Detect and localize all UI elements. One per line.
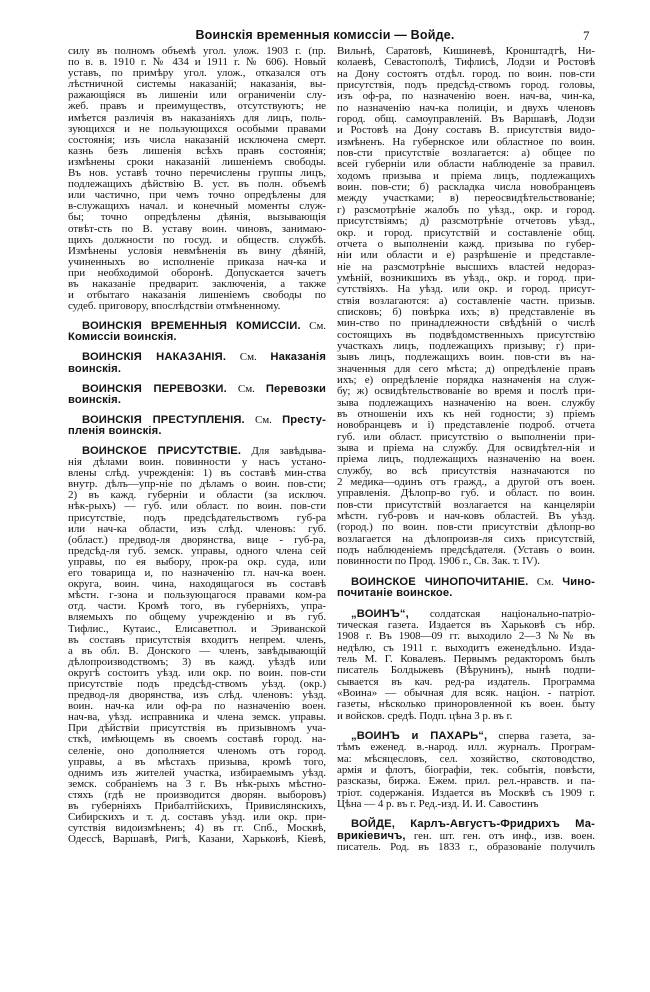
text-line: тическая газета. Издается въ Харьковѣ съ нбр. [337, 618, 595, 631]
entry-headword: Престу- [282, 413, 326, 426]
text-line: предвод-ля дворянства, изъ слѣд. членовъ: уѣзд. [68, 689, 326, 702]
text-line: списковъ; б) повѣрка ихъ; в) представленіе въ [337, 305, 595, 318]
entry-text: Для завѣдыва- [241, 445, 326, 457]
entry-text: солдатская національно-патріо- [408, 607, 595, 620]
text-line: силу въ полномъ объемѣ угол. улож. 1903 г. (пр. [68, 45, 326, 57]
text-line: присутствіе, подъ предсѣдательствомъ губ-ра [68, 511, 326, 524]
text-line: нѣк-рыхъ) — губ. или област. по воин. пов-сти [68, 500, 326, 513]
text-line: по назначенію нач-ка полиціи, и двухъ членовъ [337, 101, 595, 114]
text-line: 1908 г. Въ 1908—09 гг. выходило 2—3 №№ въ [337, 630, 595, 643]
text-line: и войсков. средѣ. Подп. цѣна 3 р. въ г. [337, 709, 513, 722]
text-line: тѣмъ еженед. в.-народ. илл. журналъ. Програм- [337, 741, 595, 754]
text-line: имѣется различія въ наказаніяхъ для лицъ, поль- [68, 111, 326, 124]
text-line: газеты, нѣсколько приноровленной къ воен. быту [337, 698, 595, 711]
text-line: тріот. содержанія. Издается въ Москвѣ съ 1909 г. [337, 786, 595, 799]
entry-headword: ВОИНСКІЯ ПЕРЕВОЗКИ. [82, 382, 227, 395]
text-line: бу; ж) освидѣтельствованіе во время и послѣ при- [337, 385, 595, 398]
text-line: земск. собраніемъ на 3 г. Въ нѣк-рыхъ мѣстно- [68, 777, 326, 790]
text-line: значенныя для сего мѣста; д) опредѣленіе правъ [337, 362, 595, 375]
text-line: стяхъ (гдѣ не производится дворян. выборовъ) [68, 788, 326, 801]
text-line: Сибирскихъ и т. д. составъ уѣзд. или окр. при- [68, 811, 326, 824]
text-line: колаевѣ, Севастополѣ, Тифлисѣ, Лодзи и Ростовѣ [337, 56, 595, 69]
text-line: при необходимой оборонѣ. Допускается зачетъ [68, 266, 326, 279]
text-line: казнь безъ лишенія всѣхъ правъ состоянія; [68, 144, 326, 157]
text-line: селеніе, оно дополняется членомъ отъ город. [68, 744, 326, 757]
text-line [68, 426, 326, 437]
entry-headword: Чино- [562, 575, 595, 588]
text-line: управы, по ея выбору, прок-ра окр. суда, или [68, 555, 326, 568]
text-line: округѣ состоитъ уѣзд. или окр. по воин. пов-сти [68, 666, 326, 679]
entry-text: См. [226, 382, 266, 395]
text-line: сутствія видоизмѣненъ; 4) въ гг. Спб., Москвѣ, [68, 822, 326, 835]
text-line: присутствіе подъ предсѣд-ствомъ уѣзд. (окр.) [68, 677, 326, 690]
text-line: бы; точно опредѣлены дѣянія, вызывающія [68, 211, 326, 224]
text-line: участкахъ лицъ, подлежащихъ призыву; г) при- [337, 339, 595, 352]
text-line: ствія возлагаются: а) составленіе частн. призыв. [337, 294, 595, 307]
text-line: пов-сти присутствій возлагается на канцеляріи [337, 498, 595, 511]
text-line: однимъ изъ жителей участка, избираемымъ уѣзд. [68, 766, 326, 779]
entry-headword: ВОИНСКІЯ ПРЕСТУПЛЕНІЯ. [82, 413, 245, 426]
text-line: или частично, при чемъ точно опредѣлены для [68, 189, 326, 202]
text-line: вляемыхъ по общему учрежденію и въ губ. [68, 611, 326, 624]
text-line: всей губерніи или области наблюденіе за правил. [337, 158, 595, 171]
text-line: (област.) предвод-ля дворянства, вице - губ-ра, [68, 533, 326, 546]
text-line: измѣненъ. На губернское или областное по воин. [337, 135, 595, 148]
text-line: писатель Болдыжевъ (Вѣрунинъ), нынѣ подпи- [337, 664, 595, 677]
article-continuation [68, 46, 326, 312]
text-line: а въ обл. В. Донского — членъ, завѣдывающій [68, 644, 326, 657]
text-line [337, 588, 595, 599]
text-line: город. общ. самоуправленій. Въ Варшавѣ, Лодзи [337, 113, 595, 126]
text-line: мѣстн. г-зона и пользующагося правами ком-ра [68, 589, 326, 602]
text-line: ніе на разсмотрѣніе высшихъ властей недораз- [337, 260, 595, 273]
text-line: уставъ, по примѣру угол. улож., отказался отъ [68, 67, 326, 80]
entry-headword: ВОИНСКІЯ НАКАЗАНІЯ. [82, 351, 227, 364]
text-line: жеб. правъ и преимуществъ, отсутствуютъ; не [68, 100, 326, 113]
text-line: мин-ство по принадлежности свѣдѣній о числѣ [337, 317, 595, 330]
text-line: присутствіямъ; д) разсмотрѣніе отчетовъ уѣзд., [337, 215, 595, 228]
text-line: въ составъ присутствія входитъ непрем. членъ, [68, 633, 326, 646]
text-line: «Воина» — обычная для всяк. націон. - патріот. [337, 686, 595, 699]
entry-headword: врикіевичъ, [337, 829, 406, 842]
text-line: недѣлю, съ 1911 г. выходитъ еженедѣльно. Изда- [337, 641, 595, 654]
entry-headword: воинскія. [68, 393, 122, 406]
text-line: отд. части. Кромѣ того, въ губерніяхъ, упра- [68, 600, 326, 613]
text-line: между участками; в) переосвидѣтельствованіе; [337, 192, 595, 205]
text-line: внутр. дѣлъ—упр-ніе по дѣламъ о воин. пов-сти; [68, 478, 326, 491]
text-line: повинности по Прод. 1906 г., Св. Зак. т. IV). [337, 555, 540, 568]
text-line: При дѣйствіи присутствія въ призывномъ уча- [68, 722, 326, 735]
text-line: ма: мѣсяцесловъ, сел. хозяйство, скотоводство, [337, 752, 595, 765]
text-line: дѣлопроизводствомъ; 3) въ кажд. уѣздѣ или [68, 655, 326, 668]
text-line: г) разсмотрѣніе жалобъ по уѣзд., окр. и город. [337, 203, 595, 216]
text-line: въ отношеніи ихъ къ ней годности; з) пріемъ [337, 408, 595, 420]
text-line: зующихся и не пользующихся особыми правами [68, 122, 326, 135]
entry-headword: воинскія. [68, 362, 122, 375]
text-line: пріема лицъ, подлежащихъ назначенію на воен. [337, 453, 595, 466]
entry-headword: почитаніе воинское. [337, 587, 453, 600]
entry-headword: пленія воинскія. [68, 424, 162, 437]
entry-headword: ВОИНСКІЯ ВРЕМЕННЫЯ КОМИССІИ. [82, 320, 301, 333]
text-line: пов-сти присутствіе возлагается: а) общее по [337, 147, 595, 160]
text-line: измѣнены сроки наказаній лишеніемъ свободы. [68, 155, 326, 168]
text-line [68, 332, 326, 343]
text-line: умѣній, возникшихъ въ уѣзд., окр. и город. при- [337, 271, 595, 284]
text-line: Одессѣ, Варшавѣ, Ригѣ, Казани, Харьковѣ, Кіевѣ, [68, 833, 326, 846]
entry-text: См. [244, 413, 283, 426]
text-line [68, 395, 326, 406]
text-line: воин. пов-сти; б) раскладка числа новобранцевъ [337, 181, 595, 194]
text-line: изъ оф-ра, по назначенію воен. нач-ва, чин-ка, [337, 90, 595, 103]
text-line: возлагается на дѣлопроизв-ля сихъ присутствій, [337, 532, 595, 545]
text-line: Вильнѣ, Саратовѣ, Кишиневѣ, Кронштадтѣ, Ни- [337, 45, 595, 57]
article-entry [68, 446, 326, 845]
text-line: щихъ должности по госуд. и обществ. службѣ. [68, 233, 326, 246]
text-line: зывъ лицъ, подлежащихъ воин. пов-сти въ на- [337, 351, 595, 364]
text-line: Цѣна — 4 р. въ г. Ред.-изд. И. И. Савостинъ [337, 798, 539, 810]
text-line: писатель. Род. въ 1833 г., образованіе получилъ [337, 841, 595, 854]
entry-headword: „ВОИНЪ“, [351, 607, 409, 620]
text-line: по в. в. 1910 г. № 434 и 1911 г. № 606). Новый [68, 56, 326, 69]
entry-headword: ВОИНСКОЕ ПРИСУТСТВІЕ. [82, 445, 242, 457]
text-line: зыва подлежащихъ назначенію на воен. службу [337, 396, 595, 409]
right-column [337, 46, 595, 853]
text-line: Измѣнены условія невмѣненія въ вину дѣяній, [68, 244, 326, 257]
text-line: учиненныхъ во исполненіе приказа нач-ка и [68, 255, 326, 268]
text-line: его товарища и, по назначенію гл. нач-ка воен. [68, 567, 326, 580]
text-line: округа, воин. чина, находящагося въ составѣ [68, 578, 326, 591]
text-line: ніи или области и е) разрѣшеніе и представле- [337, 249, 595, 262]
text-line: отчета о выполненіи кажд. призыва по губер- [337, 237, 595, 250]
text-line: подлежащихъ дѣйствію В. уст. въ полн. объемѣ [68, 178, 326, 191]
text-line: окр. и город. присутствій и составленіе общ. [337, 226, 595, 239]
text-line: подъ наблюденіемъ предсѣдателя. (Уставъ о воин. [337, 544, 595, 557]
entry-headword: Комиссіи воинскія. [68, 331, 177, 344]
article-entry [68, 352, 326, 374]
text-line: сывается въ кач. ред-ра издатель. Программа [337, 675, 595, 688]
text-line: зыва и пріема на службу. Для освидѣтел-нія и [337, 442, 595, 455]
text-line: армія и флотъ, біографіи, тек. событія, повѣсти, [337, 763, 595, 776]
text-line: присутствія, подъ предсѣд-ствомъ город. головы, [337, 79, 595, 92]
text-line: 2) въ кажд. губерніи и области (за исключ. [68, 489, 326, 502]
text-line: и Ростовѣ на Дону составъ В. присутствія видо- [337, 124, 595, 137]
text-line: состоянія; изъ числа наказаній исключена смерт. [68, 133, 326, 146]
text-line: нія дѣлами воин. повинности у насъ устано- [68, 456, 326, 469]
article-entry [337, 819, 595, 853]
entry-text: См. [528, 575, 563, 588]
entry-text: См. [226, 351, 271, 364]
article-entry [337, 731, 595, 810]
text-line: в-служащихъ начал. и конечный моменты служ- [68, 200, 326, 213]
text-line: ходомъ призыва и пріема лицъ, подлежащихъ [337, 169, 595, 182]
text-line: въ губерніяхъ Прибалтійскихъ, Привислянскихъ, [68, 800, 326, 812]
text-line: тель М. Г. Ковалевъ. Первымъ редакторомъ былъ [337, 652, 595, 665]
text-line [68, 364, 326, 375]
text-line: ихъ; е) опредѣленіе порядка назначенія на служ- [337, 373, 595, 386]
text-line: Тифлис., Кутаис., Елисаветпол. и Эриванской [68, 622, 326, 635]
text-line: службу, во всѣ присутствія назначаются по [337, 464, 595, 477]
article-entry [337, 577, 595, 600]
text-line: влены слѣд. учрежденія: 1) въ составѣ мин-ства [68, 467, 326, 480]
text-line: сткѣ, имѣющемъ въ своемъ составѣ город. на- [68, 733, 326, 746]
text-line: въ наказаніе предварит. заключенія, а также [68, 277, 326, 290]
text-line: предсѣд-ля губ. земск. управы, одного члена сей [68, 544, 326, 557]
left-column [68, 46, 326, 845]
text-line: сутствіяхъ. На уѣзд. или окр. и город. присут- [337, 283, 595, 296]
text-line: на Дону состоятъ отдѣл. город. по воин. пов-сти [337, 67, 595, 80]
text-line: управленія. Дѣлопр-во губ. и област. по воин. [337, 487, 595, 500]
page-number: 7 [583, 28, 590, 43]
text-line: новобранцевъ и і) представленіе подроб. отчета [337, 419, 595, 432]
entry-headword: „ВОИНЪ и ПАХАРЬ“, [351, 729, 488, 742]
running-header-title: Воинскія временныя комиссіи — Войде. [195, 28, 455, 42]
article-entry [68, 384, 326, 406]
text-line: управы, а въ мѣстахъ призыва, кромѣ того, [68, 755, 326, 768]
article-entry [68, 415, 326, 437]
text-line: губ. или област. присутствію о выполненіи при- [337, 430, 595, 443]
entry-text: ген. шт. ген. отъ инф., изв. воен. [405, 829, 595, 842]
entry-headword: ВОИНСКОЕ ЧИНОПОЧИТАНІЕ. [351, 575, 529, 588]
text-line: разсказы, биржа. Ежем. прил. рел.-нравств. и па- [337, 775, 595, 788]
text-line: нач-ва, уѣзд. исправника и члена земск. управы. [68, 711, 326, 724]
text-line: отвѣт-сть по В. уставу воин. чиновъ, занимаю- [68, 222, 326, 235]
text-line: лѣстничной системы наказаній; наказанія, вы- [68, 78, 326, 91]
article-entry [68, 321, 326, 343]
text-line: судеб. приговору, впослѣдствіи отмѣненному. [68, 300, 281, 313]
text-line: 2 медика—одинъ отъ гражд., а другой отъ воен. [337, 476, 595, 489]
text-line: Въ нов. уставѣ точно перечислены группы лицъ, [68, 167, 326, 180]
text-line: состоящихъ въ подвѣдомственныхъ присутствію [337, 328, 595, 341]
text-line: или нач-ка области, изъ слѣд. членовъ: губ. [68, 522, 326, 535]
entry-text: См. [300, 320, 326, 333]
text-line: (город.) по воин. пов-сти присутствіи дѣлопр-во [337, 521, 595, 534]
article-continuation [337, 46, 595, 568]
text-line: воин. нач-ка или оф-ра по назначенію воен. [68, 700, 326, 713]
entry-headword: Перевозки [265, 382, 326, 395]
text-line: ражающіяся въ лишеніи или ограниченіи слу- [68, 89, 326, 102]
entry-headword: Наказанія [270, 351, 326, 364]
text-line: мѣстн. губ-ровъ и нач-ковъ областей. Въ уѣзд. [337, 510, 595, 523]
article-entry [337, 609, 595, 722]
entry-headword: ВОЙДЕ, Карлъ-Августъ-Фридрихъ Ма- [351, 818, 595, 831]
text-line: и отбытаго наказанія лишеніемъ свободы по [68, 289, 326, 302]
entry-text: сперва газета, за- [487, 729, 595, 742]
